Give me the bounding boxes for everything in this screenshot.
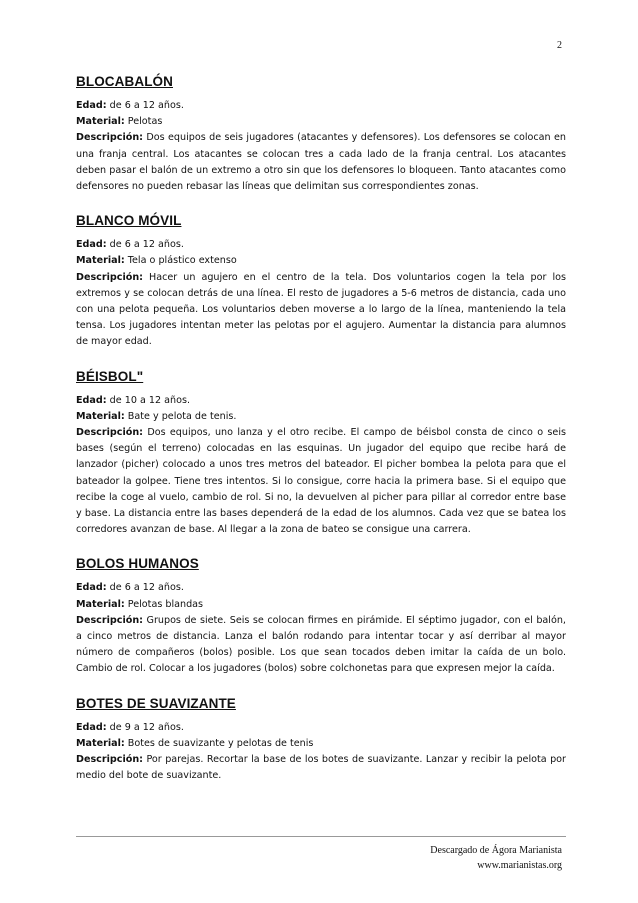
edad-field [76, 98, 566, 114]
edad-value: de 6 a 12 años. [109, 100, 184, 111]
footer-url: www.marianistas.org [477, 860, 562, 871]
material-label: Material: [76, 737, 125, 749]
section-title: BÉISBOL" [76, 368, 144, 384]
material-value: Tela o plástico extenso [127, 255, 237, 267]
edad-value: de 6 a 12 años. [109, 582, 184, 594]
descripcion-field [76, 130, 566, 195]
descripcion-label: Descripción: [76, 132, 143, 144]
edad-label: Edad: [76, 100, 107, 111]
section-title: BLANCO MÓVIL [76, 213, 182, 229]
edad-label: Edad: [76, 582, 107, 594]
footer-source: Descargado de Ágora Marianista [430, 845, 562, 856]
section-beisbol [76, 369, 566, 539]
material-value: Bate y pelota de tenis. [127, 410, 237, 422]
edad-label: Edad: [76, 721, 107, 733]
section-title: BOTES DE SUAVIZANTE [76, 695, 236, 711]
edad-field [76, 580, 566, 596]
edad-field [76, 720, 566, 736]
material-value: Botes de suavizante y pelotas de tenis [127, 737, 314, 749]
descripcion-field [76, 613, 566, 678]
descripcion-value: Por parejas. Recortar la base de los botes de suavizante. Lanzar y recibir la pelota por medio del bote de suavizante. [76, 754, 566, 782]
descripcion-value: Grupos de siete. Seis se colocan firmes en pirámide. El séptimo jugador, con el balón, a cinco metros de distancia. Lanza el balón rodando para intentar tocar y así derribar al mayor número de compañeros (bolos) posible. Los que sean tocados deben imitar la caída de un bolo. Cambio de rol. Colocar a los jugadores (bolos) sobre colchonetas para que expresen mejor la caída. [76, 614, 566, 675]
edad-value: de 10 a 12 años. [109, 394, 191, 406]
document-body [76, 74, 566, 803]
material-field [76, 114, 566, 130]
material-field [76, 253, 566, 269]
edad-label: Edad: [76, 394, 107, 406]
edad-label: Edad: [76, 239, 107, 251]
material-label: Material: [76, 598, 125, 610]
descripcion-label: Descripción: [76, 427, 143, 439]
material-field [76, 409, 566, 425]
edad-value: de 9 a 12 años. [109, 721, 184, 733]
edad-field [76, 393, 566, 409]
descripcion-value: Hacer un agujero en el centro de la tela. Dos voluntarios cogen la tela por los extremos y se colocan detrás de una línea. El resto de jugadores a 5-6 metros de distancia, cada uno con una pelota pequeña. Los voluntarios deben moverse a lo largo de la línea, manteniendo la tela tensa. Los jugadores intentan meter las pelotas por el agujero. Aumentar la distancia para alumnos de mayor edad. [76, 271, 566, 348]
material-value: Pelotas [127, 116, 163, 128]
descripcion-value: Dos equipos, uno lanza y el otro recibe. El campo de béisbol consta de cinco o seis bases (según el terreno) colocadas en las esquinas. Un jugador del equipo que recibe hará de lanzador (picher) colocado a unos tres metros del bateador. El picher bombea la pelota para que el bateador la golpee. Tiene tres intentos. Si lo consigue, corre hacia la primera base. Si el equipo que recibe la coge al vuelo, cambio de rol. Si no, la devuelven al picher para pillar al corredor entre base y base. La distancia entre las bases dependerá de la edad de los alumnos. Cada vez que se batea los corredores avanzan de base. Al llegar a la zona de bateo se consigue una carrera. [76, 427, 566, 536]
material-label: Material: [76, 410, 125, 422]
material-label: Material: [76, 116, 125, 128]
material-field [76, 736, 566, 752]
section-title: BOLOS HUMANOS [76, 556, 199, 572]
section-blanco-movil [76, 213, 566, 350]
descripcion-field [76, 752, 566, 784]
descripcion-value: Dos equipos de seis jugadores (atacantes y defensores). Los defensores se colocan en una franja central. Los atacantes se colocan tres a cada lado de la franja central. Los atacantes deben pasar el balón de un extremo a otro sin que los defensores lo bloqueen. Tanto atacantes como defensores no pueden rebasar las líneas que delimitan sus correspondientes zonas. [76, 132, 566, 193]
descripcion-label: Descripción: [76, 614, 143, 626]
descripcion-label: Descripción: [76, 754, 143, 766]
section-title: BLOCABALÓN [76, 74, 173, 89]
edad-field [76, 237, 566, 253]
material-value: Pelotas blandas [127, 598, 204, 610]
footer-divider [76, 836, 566, 837]
descripcion-field [76, 425, 566, 538]
page-number: 2 [557, 40, 562, 51]
descripcion-label: Descripción: [76, 271, 143, 283]
edad-value: de 6 a 12 años. [109, 239, 184, 251]
section-bolos-humanos [76, 556, 566, 677]
descripcion-field [76, 270, 566, 351]
section-botes-de-suavizante [76, 696, 566, 785]
material-label: Material: [76, 255, 125, 267]
material-field [76, 597, 566, 613]
section-blocabalon [76, 74, 566, 195]
footer [430, 843, 562, 873]
